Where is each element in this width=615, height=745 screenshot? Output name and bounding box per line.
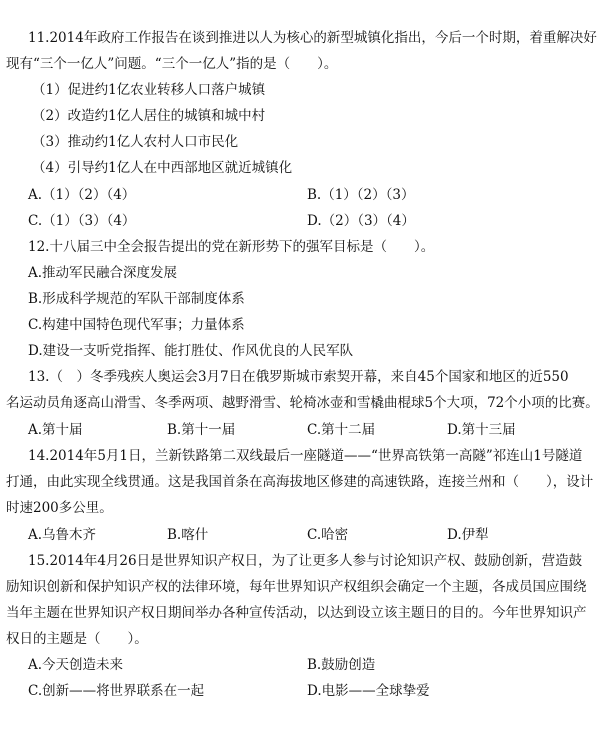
question-15-option-a: A.今天创造未来: [28, 657, 124, 673]
question-11-option-b: B.（1）（2）（3）: [307, 187, 415, 203]
question-12-option-a: A.推动军民融合深度发展: [28, 265, 178, 281]
question-12-option-d: D.建设一支听党指挥、能打胜仗、作风优良的人民军队: [28, 343, 354, 359]
question-11-option-d: D.（2）（3）（4）: [307, 213, 415, 229]
question-13-option-a: A.第十届: [28, 422, 83, 438]
question-11-statement: （1）促进约1亿农业转移人口落户城镇: [32, 82, 266, 98]
question-15-option-b: B.鼓励创造: [307, 657, 376, 673]
question-15-option-c: C.创新——将世界联系在一起: [28, 683, 205, 699]
question-14-stem: 打通，由此实现全线贯通。这是我国首条在高海拔地区修建的高速铁路，连接兰州和（ ），设计: [6, 474, 594, 490]
question-13-option-c: C.第十二届: [307, 422, 376, 438]
question-11-option-c: C.（1）（3）（4）: [28, 213, 136, 229]
question-12-option-c: C.构建中国特色现代军事；力量体系: [28, 317, 245, 333]
question-11-stem: 11.2014年政府工作报告在谈到推进以人为核心的新型城镇化指出，今后一个时期，着重解决好: [28, 30, 597, 46]
question-13-stem: 13.（ ）冬季残疾人奥运会3月7日在俄罗斯城市索契开幕，来自45个国家和地区的近550: [28, 369, 569, 385]
question-13-options: [0, 420, 615, 440]
question-14-option-c: C.哈密: [307, 527, 349, 543]
question-14-option-b: B.喀什: [167, 527, 209, 543]
question-13-option-d: D.第十三届: [447, 422, 516, 438]
question-15-stem: 励知识创新和保护知识产权的法律环境，每年世界知识产权组织会确定一个主题，各成员国应围绕: [6, 579, 587, 595]
question-11-statement: （3）推动约1亿人农村人口市民化: [32, 134, 239, 150]
question-15-stem: 当年主题在世界知识产权日期间举办各种宣传活动，以达到设立该主题日的目的。今年世界知识产: [6, 605, 587, 621]
question-11-statement: （4）引导约1亿人在中西部地区就近城镇化: [32, 160, 293, 176]
question-14-stem: 14.2014年5月1日，兰新铁路第二双线最后一座隧道——“世界高铁第一高隧”祁连山1号隧道: [28, 448, 583, 464]
question-14-option-a: A.乌鲁木齐: [28, 527, 97, 543]
question-15-option-d: D.电影——全球挚爱: [307, 683, 430, 699]
question-14-options: [0, 525, 615, 545]
question-12-option-b: B.形成科学规范的军队干部制度体系: [28, 291, 245, 307]
question-14-option-d: D.伊犁: [447, 527, 489, 543]
question-13-stem: 名运动员角逐高山滑雪、冬季两项、越野滑雪、轮椅冰壶和雪橇曲棍球5个大项，72个小项的比赛。: [6, 395, 599, 411]
question-11-stem: 现有“三个一亿人”问题。“三个一亿人”指的是（ ）。: [6, 56, 338, 72]
question-13-option-b: B.第十一届: [167, 422, 236, 438]
question-11-option-a: A.（1）（2）（4）: [28, 187, 136, 203]
question-15-stem: 15.2014年4月26日是世界知识产权日，为了让更多人参与讨论知识产权、鼓励创新，营造鼓: [28, 553, 583, 569]
question-12-stem: 12.十八届三中全会报告提出的党在新形势下的强军目标是（ ）。: [28, 239, 435, 255]
question-14-stem: 时速200多公里。: [6, 500, 113, 516]
question-11-statement: （2）改造约1亿人居住的城镇和城中村: [32, 108, 266, 124]
question-15-stem: 权日的主题是（ ）。: [6, 631, 148, 647]
